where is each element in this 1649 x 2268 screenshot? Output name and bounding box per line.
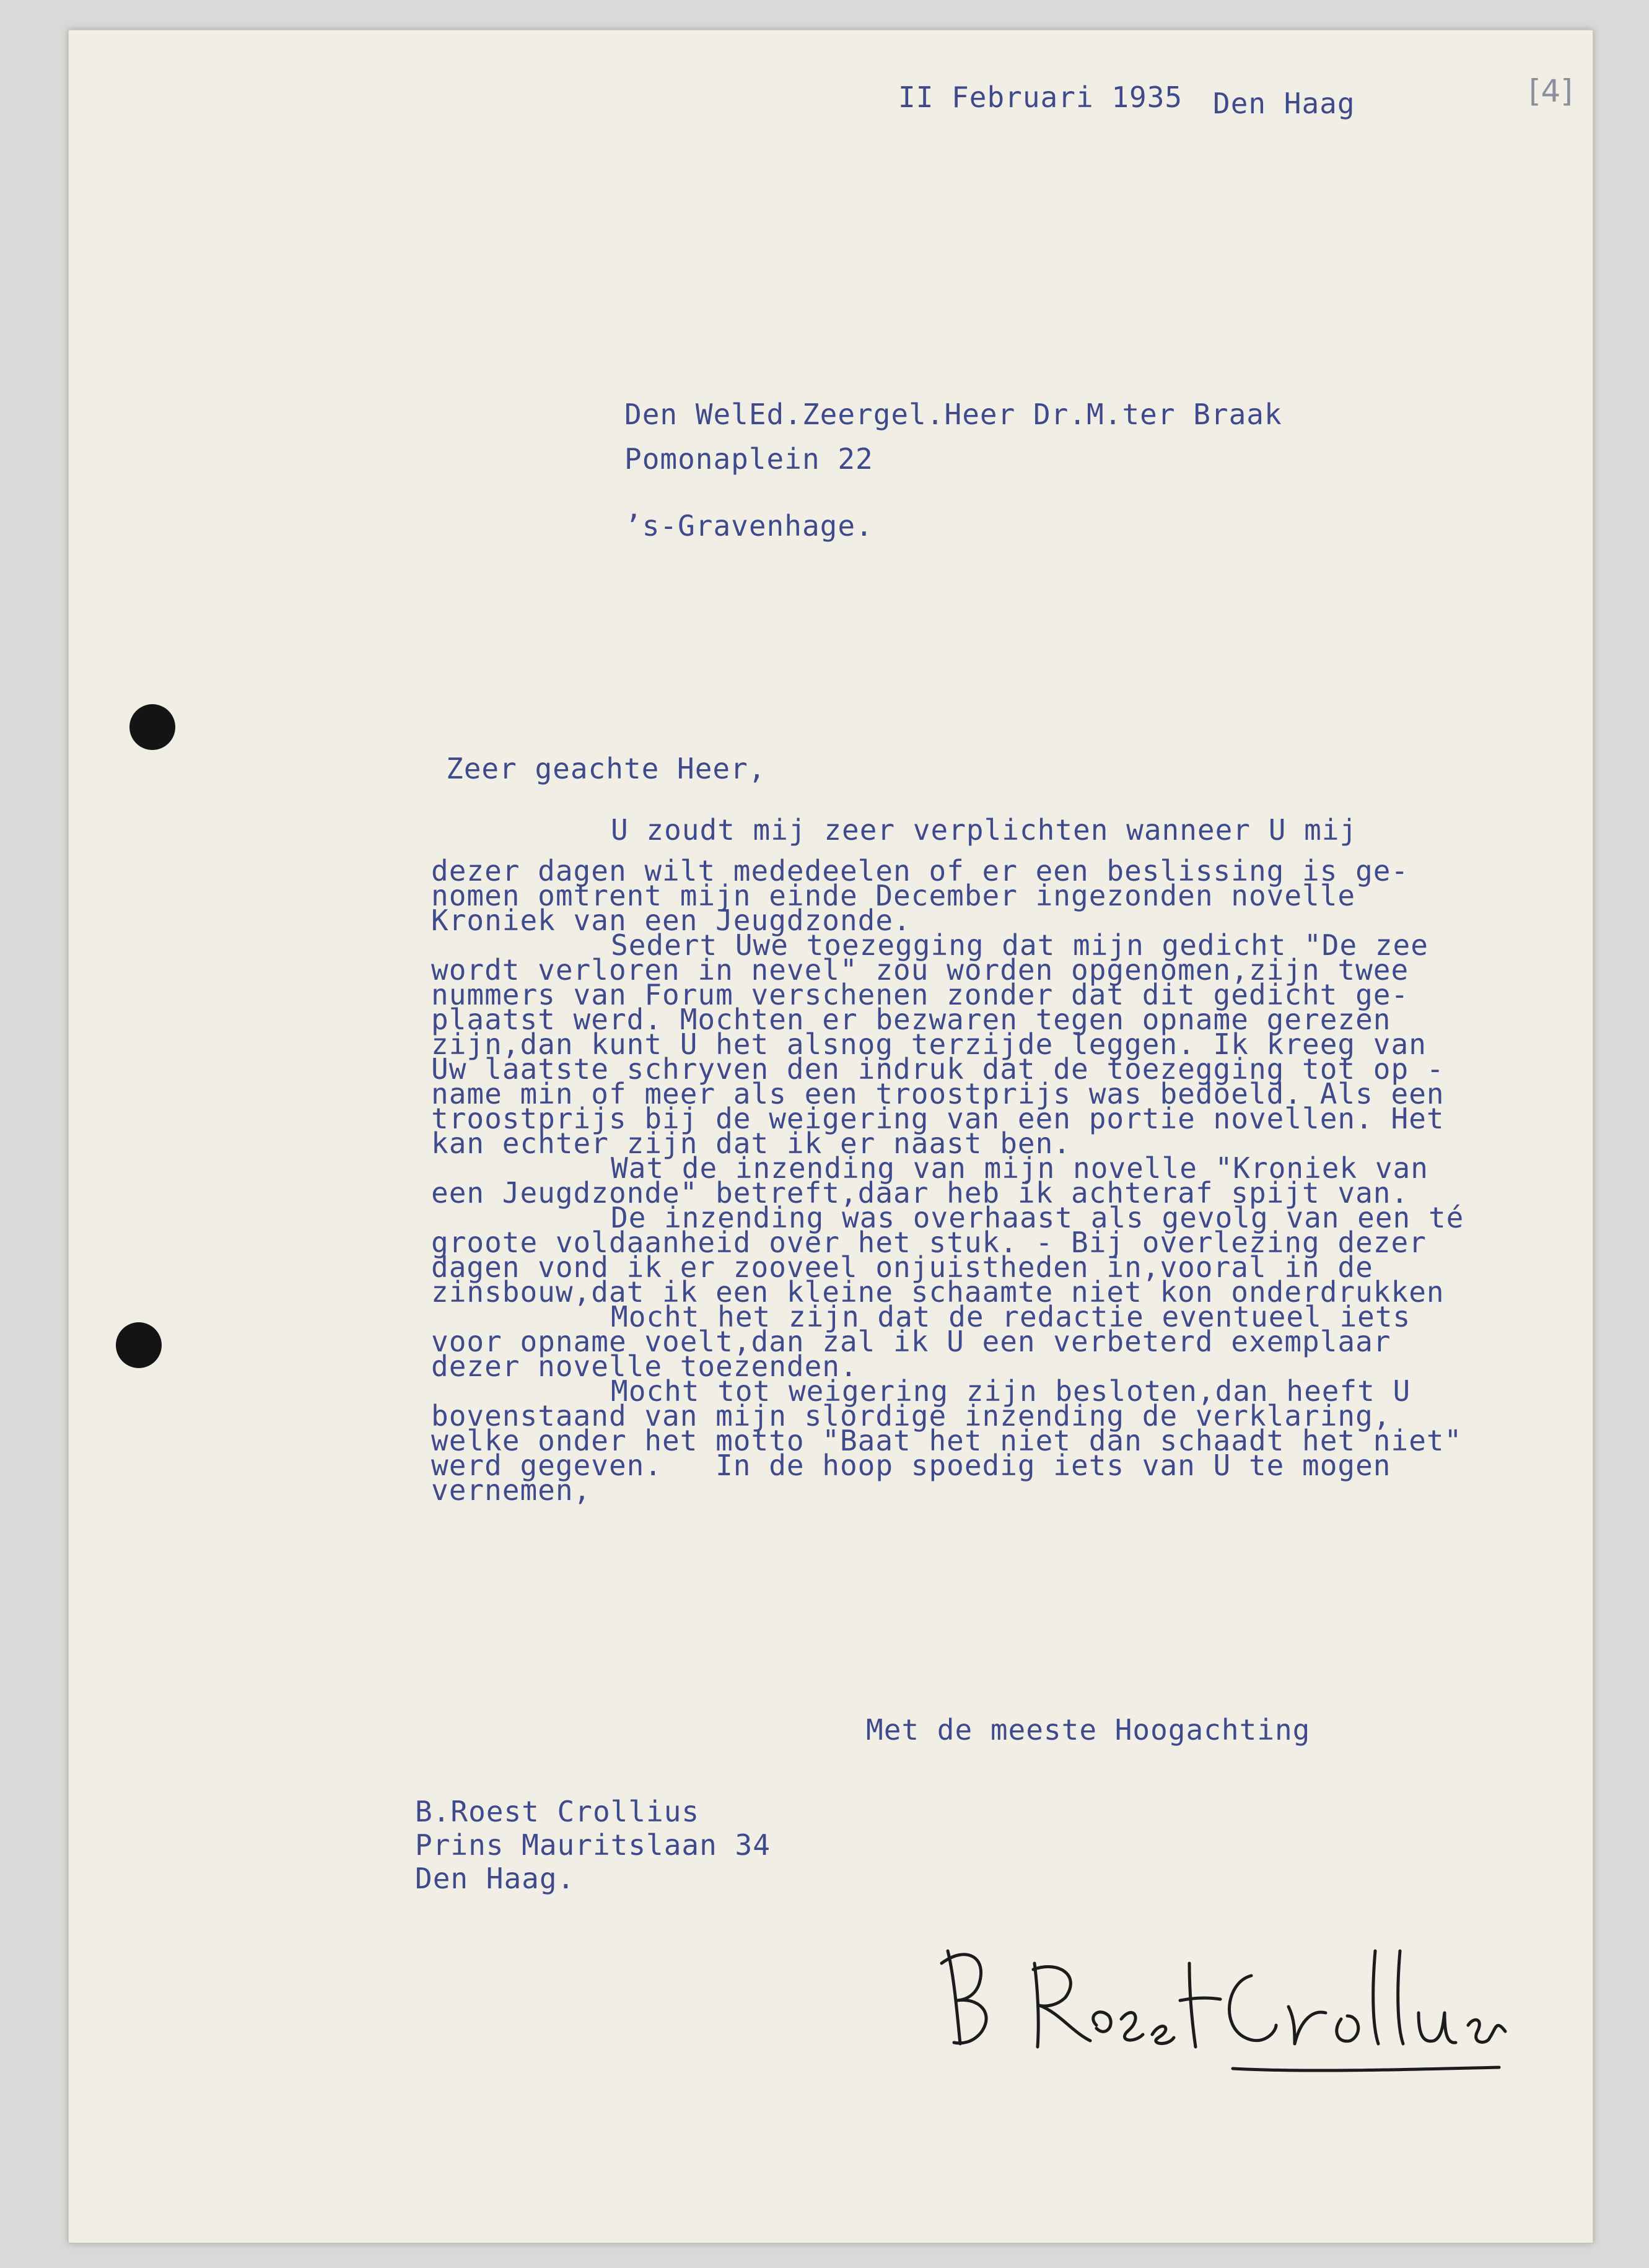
body-line: nummers van Forum verschenen zonder dat dit gedicht ge- bbox=[431, 978, 1409, 1011]
letter-place: Den Haag bbox=[1213, 87, 1355, 120]
body-line: een Jeugdzonde" betreft,daar heb ik achteraf spijt van. bbox=[431, 1176, 1409, 1210]
body-line: kan echter zijn dat ik er naast ben. bbox=[431, 1127, 1071, 1160]
addressee-line-2: Pomonaplein 22 bbox=[624, 442, 873, 476]
body-line: vernemen, bbox=[431, 1473, 592, 1507]
punch-hole-bottom bbox=[116, 1322, 162, 1368]
body-line: dezer dagen wilt mededeelen of er een beslissing is ge- bbox=[431, 854, 1409, 888]
body-line: Mocht het zijn dat de redactie eventueel iets bbox=[611, 1300, 1411, 1333]
punch-hole-top bbox=[129, 704, 175, 750]
body-line: werd gegeven. In de hoop spoedig iets van U te mogen bbox=[431, 1449, 1391, 1482]
body-line: plaatst werd. Mochten er bezwaren tegen opname gerezen bbox=[431, 1003, 1391, 1036]
sender-city: Den Haag. bbox=[415, 1862, 575, 1895]
body-line: wordt verloren in nevel" zou worden opgenomen,zijn twee bbox=[431, 953, 1409, 987]
body-line: dezer novelle toezenden. bbox=[431, 1350, 858, 1383]
body-line: Wat de inzending van mijn novelle "Kroniek van bbox=[611, 1151, 1428, 1185]
body-line: nomen omtrent mijn einde December ingezonden novelle bbox=[431, 879, 1356, 912]
body-line: troostprijs bij de weigering van een portie novellen. Het bbox=[431, 1102, 1445, 1135]
addressee-line-3: ’s-Gravenhage. bbox=[624, 509, 873, 543]
page-mark: [4] bbox=[1529, 73, 1573, 109]
addressee-line-1: Den WelEd.Zeergel.Heer Dr.M.ter Braak bbox=[624, 398, 1282, 431]
body-line: groote voldaanheid over het stuk. - Bij overlezing dezer bbox=[431, 1226, 1427, 1259]
handwritten-signature bbox=[929, 1926, 1536, 2087]
body-line: bovenstaand van mijn slordige inzending de verklaring, bbox=[431, 1399, 1391, 1433]
salutation: Zeer geachte Heer, bbox=[446, 752, 766, 785]
body-line: Uw laatste schryven den indruk dat de toezegging tot op - bbox=[431, 1052, 1445, 1086]
body-line: name min of meer als een troostprijs was bedoeld. Als een bbox=[431, 1077, 1445, 1110]
sender-street: Prins Mauritslaan 34 bbox=[415, 1828, 771, 1862]
letter-date: II Februari 1935 bbox=[898, 81, 1183, 114]
body-line: U zoudt mij zeer verplichten wanneer U mij bbox=[611, 813, 1358, 847]
body-line: Sedert Uwe toezegging dat mijn gedicht "De zee bbox=[611, 928, 1428, 962]
body-line: voor opname voelt,dan zal ik U een verbeterd exemplaar bbox=[431, 1325, 1391, 1358]
body-line: welke onder het motto "Baat het niet dan schaadt het niet" bbox=[431, 1424, 1463, 1457]
body-line: dagen vond ik er zooveel onjuistheden in,vooral in de bbox=[431, 1250, 1373, 1284]
letter-body bbox=[431, 804, 1509, 1507]
body-line: Mocht tot weigering zijn besloten,dan heeft U bbox=[611, 1374, 1411, 1408]
body-line: De inzending was overhaast als gevolg van een té bbox=[611, 1201, 1464, 1234]
body-line: zijn,dan kunt U het alsnog terzijde leggen. Ik kreeg van bbox=[431, 1027, 1427, 1061]
body-line: Kroniek van een Jeugdzonde. bbox=[431, 904, 911, 937]
sender-name: B.Roest Crollius bbox=[415, 1795, 700, 1828]
closing: Met de meeste Hoogachting bbox=[866, 1713, 1311, 1747]
body-line: zinsbouw,dat ik een kleine schaamte niet kon onderdrukken bbox=[431, 1275, 1445, 1309]
